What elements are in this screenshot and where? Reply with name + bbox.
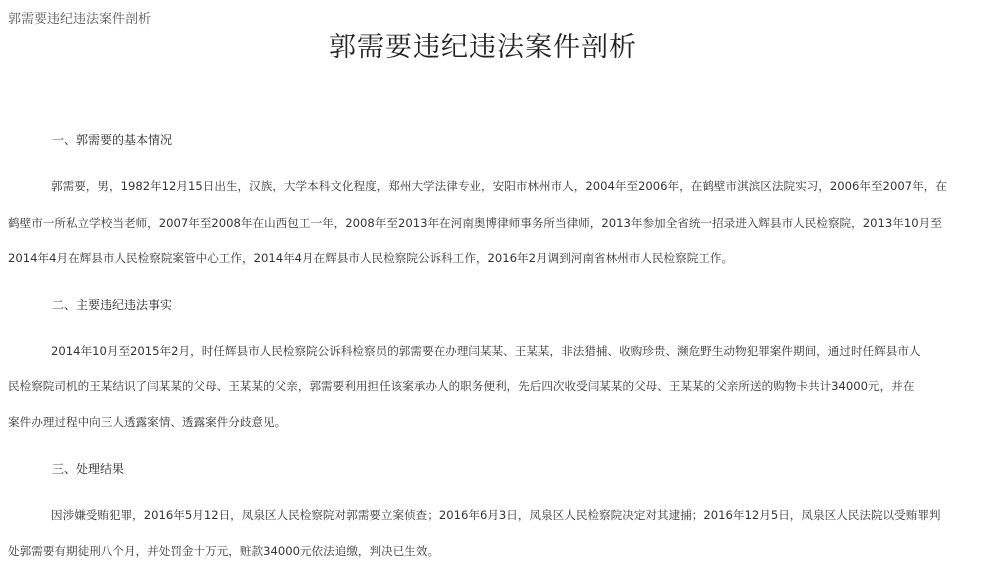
paragraph-line: 2014年4月在辉县市人民检察院案管中心工作，2014年4月在辉县市人民检察院公诉科工作，2016年2月调到河南省林州市人民检察院工作。 xyxy=(8,251,734,265)
paragraph-line: 因涉嫌受贿犯罪，2016年5月12日，凤泉区人民检察院对郭需要立案侦查；2016年6月3日，凤泉区人民检察院决定对其逮捕；2016年12月5日，凤泉区人民法院以受贿罪判 xyxy=(51,508,941,522)
paragraph-line: 鹤壁市一所私立学校当老师，2007年至2008年在山西包工一年，2008年至2013年在河南奥博律师事务所当律师，2013年参加全省统一招录进入辉县市人民检察院，2013年10月至 xyxy=(8,216,942,230)
tab-title: 郭需要违纪违法案件剖析 xyxy=(8,12,152,27)
paragraph-line: 民检察院司机的王某结识了闫某某的父母、王某某的父亲，郭需要利用担任该案承办人的职务便利，先后四次收受闫某某的父母、王某某的父亲所送的购物卡共计34000元，并在 xyxy=(8,379,915,393)
section-heading-result: 三、处理结果 xyxy=(52,462,125,476)
document-title: 郭需要违纪违法案件剖析 xyxy=(329,32,637,63)
paragraph-line: 处郭需要有期徒刑八个月，并处罚金十万元，赃款34000元依法追缴，判决已生效。 xyxy=(8,544,440,558)
section-heading-basic-info: 一、郭需要的基本情况 xyxy=(52,133,173,147)
section-heading-facts: 二、主要违纪违法事实 xyxy=(52,298,173,312)
paragraph-line: 郭需要，男，1982年12月15日出生，汉族，大学本科文化程度，郑州大学法律专业，安阳市林州市人，2004年至2006年，在鹤壁市淇滨区法院实习，2006年至2007年，在 xyxy=(51,179,947,193)
paragraph-line: 2014年10月至2015年2月，时任辉县市人民检察院公诉科检察员的郭需要在办理闫某某、王某某，非法猎捕、收购珍贵、濒危野生动物犯罪案件期间，通过时任辉县市人 xyxy=(51,344,921,358)
paragraph-line: 案件办理过程中向三人透露案情、透露案件分歧意见。 xyxy=(8,415,287,429)
